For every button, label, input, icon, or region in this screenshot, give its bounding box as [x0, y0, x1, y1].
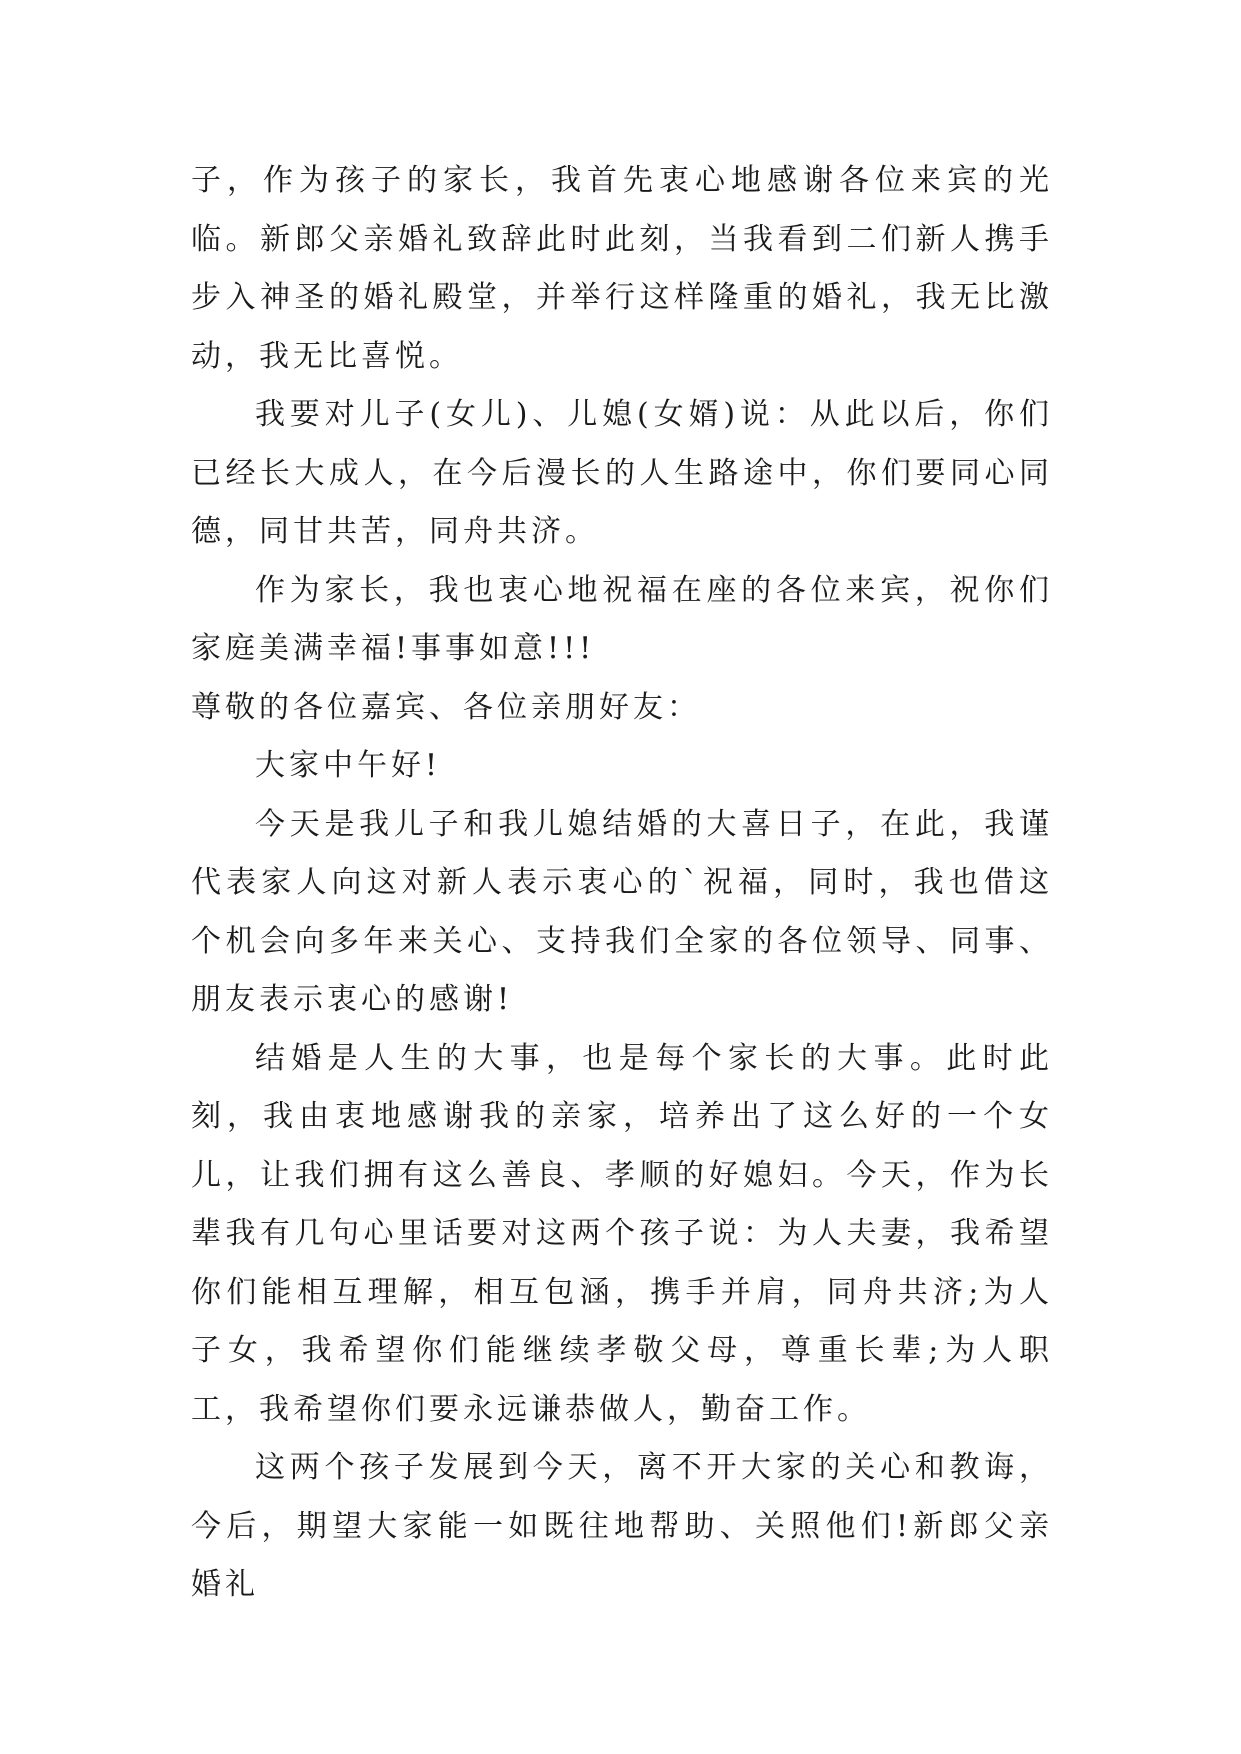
- paragraph-8: 这两个孩子发展到今天，离不开大家的关心和教诲，今后，期望大家能一如既往地帮助、关照他们!新郎父亲婚礼: [191, 1450, 1053, 1602]
- paragraph-5-greeting: 大家中午好!: [255, 748, 442, 783]
- paragraph-4-salutation: 尊敬的各位嘉宾、各位亲朋好友：: [191, 689, 701, 725]
- document-body: [191, 152, 1053, 1615]
- paragraph-7: 结婚是人生的大事，也是每个家长的大事。此时此刻，我由衷地感谢我的亲家，培养出了这么好的一个女儿，让我们拥有这么善良、孝顺的好媳妇。今天，作为长辈我有几句心里话要对这两个孩子说：为人夫妻，我希望你们能相互理解，相互包涵，携手并肩，同舟共济;为人子女，我希望你们能继续孝敬父母，尊重长辈;为人职工，我希望你们要永远谦恭做人，勤奋工作。: [191, 1040, 1053, 1427]
- paragraph-2: 我要对儿子(女儿)、儿媳(女婿)说：从此以后，你们已经长大成人，在今后漫长的人生路途中，你们要同心同德，同甘共苦，同舟共济。: [191, 397, 1053, 549]
- paragraph-3: 作为家长，我也衷心地祝福在座的各位来宾，祝你们家庭美满幸福!事事如意!!!: [191, 572, 1053, 666]
- paragraph-1: 子，作为孩子的家长，我首先衷心地感谢各位来宾的光临。新郎父亲婚礼致辞此时此刻，当我看到二们新人携手步入神圣的婚礼殿堂，并举行这样隆重的婚礼，我无比激动，我无比喜悦。: [191, 163, 1053, 374]
- paragraph-6: 今天是我儿子和我儿媳结婚的大喜日子，在此，我谨代表家人向这对新人表示衷心的`祝福，同时，我也借这个机会向多年来关心、支持我们全家的各位领导、同事、朋友表示衷心的感谢!: [191, 806, 1053, 1017]
